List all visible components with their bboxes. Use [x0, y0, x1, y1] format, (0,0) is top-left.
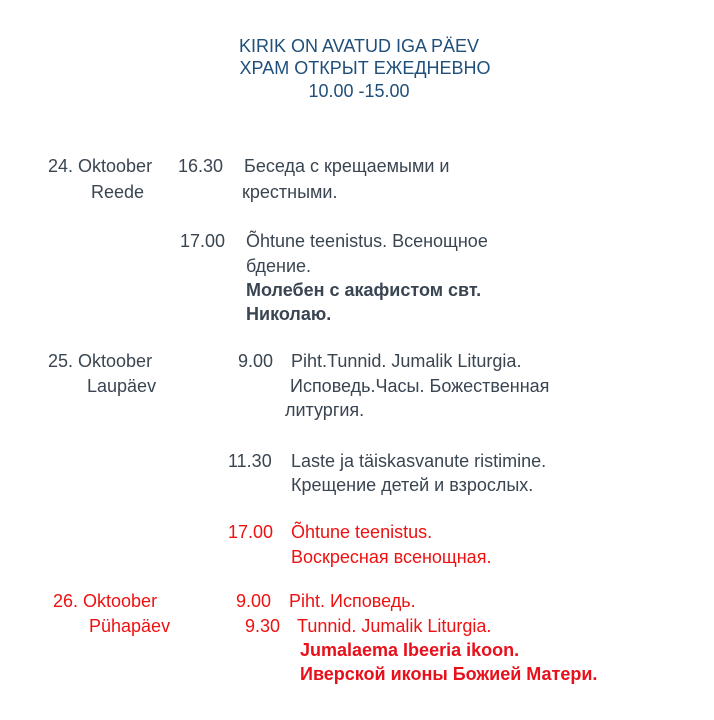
event-text-bold: Молебен с акафистом свт. [246, 280, 482, 300]
header-opening-hours: 10.00 -15.00 [308, 81, 410, 101]
event-text: Tunnid. Jumalik Liturgia. [297, 616, 492, 636]
event-text: Õhtune teenistus. [291, 522, 433, 542]
event-text: Беседа с крещаемыми и [244, 156, 450, 176]
event-text: Piht. Исповедь. [289, 591, 416, 611]
event-time: 9.30 [245, 616, 281, 636]
event-text: крестными. [242, 182, 338, 202]
event-text: Исповедь.Часы. Божественная [290, 376, 550, 396]
event-time: 9.00 [238, 351, 274, 371]
event-time: 17.00 [228, 522, 274, 542]
day-weekday: Reede [91, 182, 145, 202]
day-date: 25. Oktoober [48, 351, 153, 371]
event-time: 16.30 [178, 156, 224, 176]
header-church-open-et: KIRIK ON AVATUD IGA PÄEV [238, 36, 480, 56]
day-date: 26. Oktoober [53, 591, 158, 611]
day-weekday: Laupäev [87, 376, 157, 396]
event-text: Piht.Tunnid. Jumalik Liturgia. [291, 351, 522, 371]
event-text: Крещение детей и взрослых. [291, 475, 534, 495]
event-text: Laste ja täiskasvanute ristimine. [291, 451, 547, 471]
day-date: 24. Oktoober [48, 156, 153, 176]
event-text: Õhtune teenistus. Всенощное [246, 231, 488, 251]
event-text: литургия. [285, 400, 365, 420]
event-text-bold: Jumalaema Ibeeria ikoon. [300, 640, 520, 660]
event-text-bold: Иверской иконы Божией Матери. [300, 664, 598, 684]
event-time: 17.00 [180, 231, 226, 251]
event-time: 11.30 [228, 451, 272, 471]
header-church-open-ru: ХРАМ ОТКРЫТ ЕЖЕДНЕВНО [239, 58, 491, 78]
event-text-bold: Николаю. [246, 304, 332, 324]
day-weekday: Pühapäev [89, 616, 171, 636]
event-text: Воскресная всенощная. [291, 547, 492, 567]
event-text: бдение. [246, 256, 312, 276]
event-time: 9.00 [236, 591, 272, 611]
